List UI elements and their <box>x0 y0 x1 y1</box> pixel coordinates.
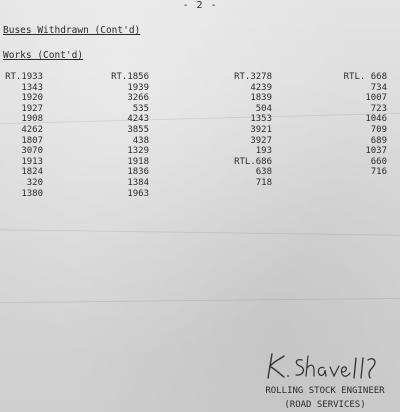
fleet-number: 4262 <box>21 124 43 135</box>
fleet-number: 1807 <box>21 135 43 146</box>
fleet-number: 723 <box>370 103 387 114</box>
fleet-number: RT.3278 <box>234 72 272 82</box>
fleet-number-column-4 <box>344 72 387 178</box>
fleet-number: 1839 <box>250 93 272 104</box>
fleet-number: 1918 <box>127 156 149 167</box>
fleet-number: 1963 <box>127 188 149 199</box>
fleet-number: 1384 <box>127 177 149 188</box>
fleet-number: 1913 <box>21 156 43 167</box>
fleet-number-column-2 <box>111 72 149 199</box>
fleet-number: 4239 <box>250 82 272 93</box>
fleet-number: RT.1933 <box>5 72 43 82</box>
fleet-number: 1908 <box>21 114 43 125</box>
fleet-number: 716 <box>370 167 387 178</box>
handwritten-signature <box>262 348 382 382</box>
fleet-number: RTL. 668 <box>343 72 387 82</box>
fleet-number: 1329 <box>127 146 149 157</box>
fleet-number: 1037 <box>365 146 387 157</box>
subsection-heading: Works (Cont'd) <box>3 50 84 61</box>
fleet-number: 1007 <box>365 93 387 104</box>
fleet-number: 1046 <box>365 114 387 125</box>
fleet-number: 3921 <box>250 124 272 135</box>
signatory-title: ROLLING STOCK ENGINEER <box>265 386 385 396</box>
fleet-number: 3855 <box>127 124 149 135</box>
paper-crease <box>0 113 400 125</box>
fleet-number: 535 <box>132 103 149 114</box>
fleet-number: 3266 <box>127 93 149 104</box>
fleet-number: 1824 <box>21 167 43 178</box>
fleet-number: 1927 <box>21 103 43 114</box>
page-number: - 2 - <box>182 0 218 11</box>
fleet-number: 1836 <box>127 167 149 178</box>
fleet-number: 638 <box>255 167 272 178</box>
fleet-number: 1380 <box>21 188 43 199</box>
section-heading: Buses Withdrawn (Cont'd) <box>3 25 141 36</box>
fleet-number: RT.1856 <box>111 72 149 82</box>
fleet-number: RTL.686 <box>234 156 272 167</box>
fleet-number: 320 <box>26 177 43 188</box>
fleet-number: 438 <box>132 135 149 146</box>
fleet-number: 504 <box>255 103 272 114</box>
fleet-number: 734 <box>370 82 387 93</box>
fleet-number: 1353 <box>250 114 272 125</box>
fleet-number-column-1 <box>5 72 43 199</box>
fleet-number: 660 <box>370 156 387 167</box>
fleet-number: 1939 <box>127 82 149 93</box>
fleet-number: 193 <box>255 146 272 157</box>
fleet-number: 1920 <box>21 93 43 104</box>
paper-crease <box>0 229 400 236</box>
fleet-number-column-3 <box>234 72 272 189</box>
fleet-number: 3927 <box>250 135 272 146</box>
fleet-number: 689 <box>370 135 387 146</box>
fleet-number: 4243 <box>127 114 149 125</box>
fleet-number: 718 <box>255 177 272 188</box>
fleet-number: 709 <box>370 124 387 135</box>
signatory-department: (ROAD SERVICES) <box>284 400 366 410</box>
paper-crease <box>0 298 400 303</box>
fleet-number: 1343 <box>21 82 43 93</box>
fleet-number: 3070 <box>21 146 43 157</box>
